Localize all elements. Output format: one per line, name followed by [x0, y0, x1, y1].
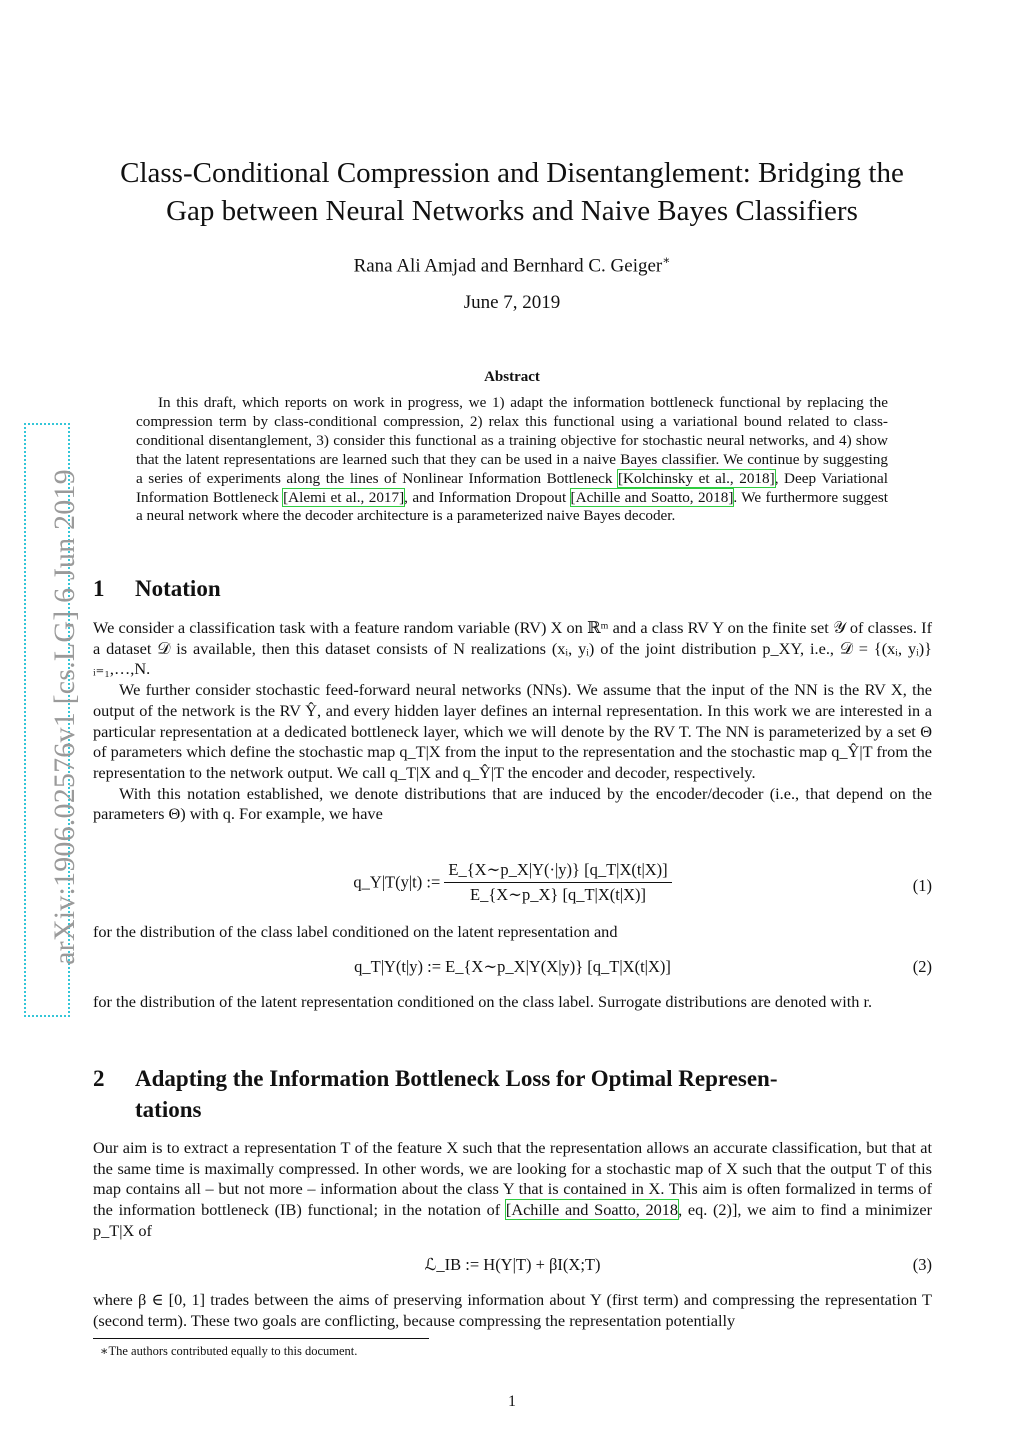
- paper-title: [100, 154, 924, 230]
- equation-1-lhs: q_Y|T(y|t) :=: [353, 872, 441, 892]
- abstract-heading: Abstract: [484, 369, 540, 385]
- section-1-number: 1: [93, 576, 105, 601]
- title-line-1: Class-Conditional Compression and Disentanglement: Bridging the: [120, 157, 904, 189]
- citation-alemi[interactable]: [Alemi et al., 2017]: [283, 488, 405, 506]
- arxiv-identifier[interactable]: arXiv:1906.02576v1 [cs.LG] 6 Jun 2019: [48, 469, 81, 965]
- equation-1-denominator: E_{X∼p_X} [q_T|X(t|X)]: [470, 885, 647, 904]
- abstract-body: [136, 394, 888, 526]
- equation-3-label: (3): [912, 1255, 932, 1274]
- abstract-text-2: , Deep Variational Information Bottleneck: [136, 469, 888, 506]
- equation-3: [93, 1255, 932, 1279]
- section-2-number: 2: [93, 1066, 105, 1091]
- section-2-title-line-2: tations: [135, 1097, 202, 1122]
- footnote: ∗The authors contributed equally to this document.: [100, 1344, 358, 1358]
- author-footnote-mark: ∗: [662, 253, 671, 267]
- equation-1: [93, 860, 932, 910]
- equation-2: [93, 957, 932, 981]
- equation-1-label: (1): [912, 876, 932, 895]
- section-2-text-1a: Our aim is to extract a representation T of the feature X such that the representation allows an accurate classification, but that at the same time is maximally compressed. In other words, we are looking for a stochastic map of X such that the output T of this map contains all – but not more – information about the class Y that is contained in X. This aim is often formalized in terms of the information bottleneck (IB) functional; in the notation of: [93, 1138, 932, 1220]
- page-number: 1: [508, 1393, 516, 1410]
- equation-2-label: (2): [912, 957, 932, 976]
- abstract-text-1: In this draft, which reports on work in progress, we 1) adapt the information bottleneck functional by replacing the compression term by class-conditional compression, 2) relax this functional using a variational bound related to class-conditional disentanglement, 3) consider this functional as a training objective for stochastic neural networks, and 4) show that the latent representations are learned such that they can be used in a naive Bayes classifier. We continue by suggesting a series of experiments along the lines of Nonlinear Information Bottleneck: [136, 394, 888, 487]
- section-1-title: Notation: [135, 576, 221, 601]
- equation-1-numerator: E_{X∼p_X|Y(·|y)} [q_T|X(t|X)]: [444, 860, 671, 883]
- section-2-paragraph-2: where β ∈ [0, 1] trades between the aims of preserving information about Y (first term) and compressing the representation T (second term). These two goals are conflicting, because compressing the representation potentially: [93, 1290, 932, 1330]
- equation-1-fraction: [444, 860, 671, 905]
- equation-2-body: q_T|Y(t|y) := E_{X∼p_X|Y(X|y)} [q_T|X(t|X)]: [354, 957, 671, 976]
- section-2-text-1b: , eq. (2)], we aim to find a minimizer p_T|X of: [93, 1200, 932, 1240]
- section-1-paragraph-2: We further consider stochastic feed-forward neural networks (NNs). We assume that the input of the NN is the RV X, the output of the network is the RV Ŷ, and every hidden layer defines an internal representation. In this work we are interested in a particular representation at a dedicated bottleneck layer, which we will denote by the RV T. The NN is parameterized by a set Θ of parameters which define the stochastic map q_T|X from the input to the representation and the stochastic map q_Ŷ|T from the representation to the network output. We call q_T|X and q_Ŷ|T the encoder and decoder, respectively.: [93, 680, 932, 782]
- section-1-paragraph-3: With this notation established, we denote distributions that are induced by the encoder/decoder (i.e., that depend on the parameters Θ) with q. For example, we have: [93, 783, 932, 824]
- citation-kolchinsky[interactable]: [Kolchinsky et al., 2018]: [617, 469, 775, 487]
- equation-3-body: ℒ_IB := H(Y|T) + βI(X;T): [424, 1255, 601, 1274]
- authors: [100, 253, 924, 277]
- section-1-paragraph-1: We consider a classification task with a feature random variable (RV) X on ℝᵐ and a class RV Y on the finite set 𝒴 of classes. If a dataset 𝒟 is available, then this dataset consists of N realizations (xᵢ, yᵢ) of the joint distribution p_XY, i.e., 𝒟 = {(xᵢ, yᵢ)}ᵢ₌₁,…,N.: [93, 618, 932, 679]
- section-1-paragraph-5: for the distribution of the latent representation conditioned on the class label. Surrogate distributions are denoted with r.: [93, 992, 873, 1011]
- title-line-2: Gap between Neural Networks and Naive Bayes Classifiers: [166, 195, 858, 227]
- section-2-paragraph-1: [93, 1138, 932, 1242]
- abstract-text-3: , and Information Dropout: [404, 488, 571, 506]
- section-2-heading: [93, 1063, 933, 1125]
- section-2-title-line-1: Adapting the Information Bottleneck Loss for Optimal Represen-: [135, 1066, 778, 1091]
- citation-achille[interactable]: [Achille and Soatto, 2018]: [570, 488, 734, 506]
- paper-date: June 7, 2019: [463, 292, 561, 313]
- author-names: Rana Ali Amjad and Bernhard C. Geiger: [353, 255, 663, 277]
- section-1-heading: [93, 573, 933, 604]
- section-1-body: [93, 618, 932, 825]
- citation-achille-2[interactable]: [Achille and Soatto, 2018: [505, 1200, 679, 1220]
- footnote-rule: [93, 1338, 429, 1339]
- section-1-paragraph-4: for the distribution of the class label conditioned on the latent representation and: [93, 922, 618, 941]
- abstract-text-4: . We furthermore suggest a neural network where the decoder architecture is a parameterized naive Bayes decoder.: [136, 488, 888, 525]
